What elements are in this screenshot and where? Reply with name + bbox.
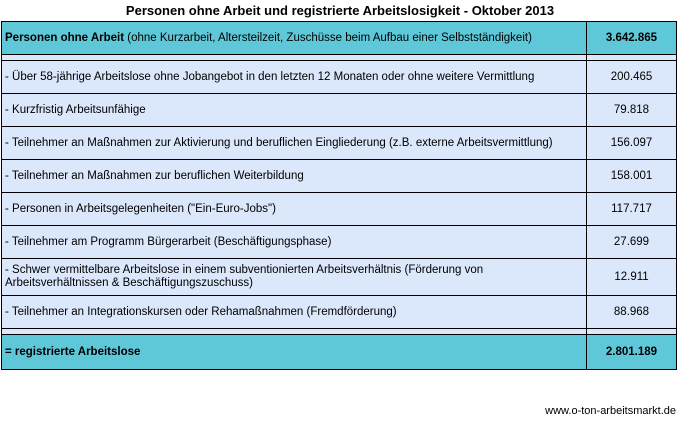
row-value: 200.465 — [587, 61, 677, 94]
row-label: - Teilnehmer an Integrationskursen oder Rehamaßnahmen (Fremdförderung) — [2, 296, 587, 329]
row-value: 117.717 — [587, 193, 677, 226]
row-label: - Kurzfristig Arbeitsunfähige — [2, 94, 587, 127]
row-label: - Über 58-jährige Arbeitslose ohne Jobangebot in den letzten 12 Monaten oder ohne weitere Vermittlung — [2, 61, 587, 94]
table-row — [2, 127, 677, 160]
header-row — [2, 22, 677, 55]
table-row — [2, 296, 677, 329]
row-value: 88.968 — [587, 296, 677, 329]
row-value: 158.001 — [587, 160, 677, 193]
row-value: 156.097 — [587, 127, 677, 160]
row-label: - Personen in Arbeitsgelegenheiten ("Ein-Euro-Jobs") — [2, 193, 587, 226]
row-value: 27.699 — [587, 226, 677, 259]
header-label-bold: Personen ohne Arbeit — [5, 31, 125, 44]
header-label-cell — [2, 22, 587, 55]
row-label: - Teilnehmer am Programm Bürgerarbeit (Beschäftigungsphase) — [2, 226, 587, 259]
row-value: 12.911 — [587, 259, 677, 296]
row-label: - Schwer vermittelbare Arbeitslose in einem subventionierten Arbeitsverhältnis (Förderung von Arbeitsverhältnissen & Beschäftigungszuschuss) — [2, 259, 587, 296]
header-value: 3.642.865 — [587, 22, 677, 55]
table-row — [2, 226, 677, 259]
source-footer: www.o-ton-arbeitsmarkt.de — [545, 405, 676, 417]
table-row — [2, 259, 677, 296]
table-row — [2, 61, 677, 94]
table-row — [2, 94, 677, 127]
row-value: 79.818 — [587, 94, 677, 127]
header-label-rest: (ohne Kurzarbeit, Altersteilzeit, Zuschüsse beim Aufbau einer Selbstständigkeit) — [124, 31, 532, 44]
table-row — [2, 160, 677, 193]
total-row — [2, 335, 677, 370]
total-label: = registrierte Arbeitslose — [2, 335, 587, 370]
unemployment-table — [1, 21, 677, 370]
row-label: - Teilnehmer an Maßnahmen zur beruflichen Weiterbildung — [2, 160, 587, 193]
row-label: - Teilnehmer an Maßnahmen zur Aktivierung und beruflichen Eingliederung (z.B. externe Arbeitsvermittlung) — [2, 127, 587, 160]
table-row — [2, 193, 677, 226]
total-value: 2.801.189 — [587, 335, 677, 370]
table-title: Personen ohne Arbeit und registrierte Arbeitslosigkeit - Oktober 2013 — [125, 3, 555, 18]
